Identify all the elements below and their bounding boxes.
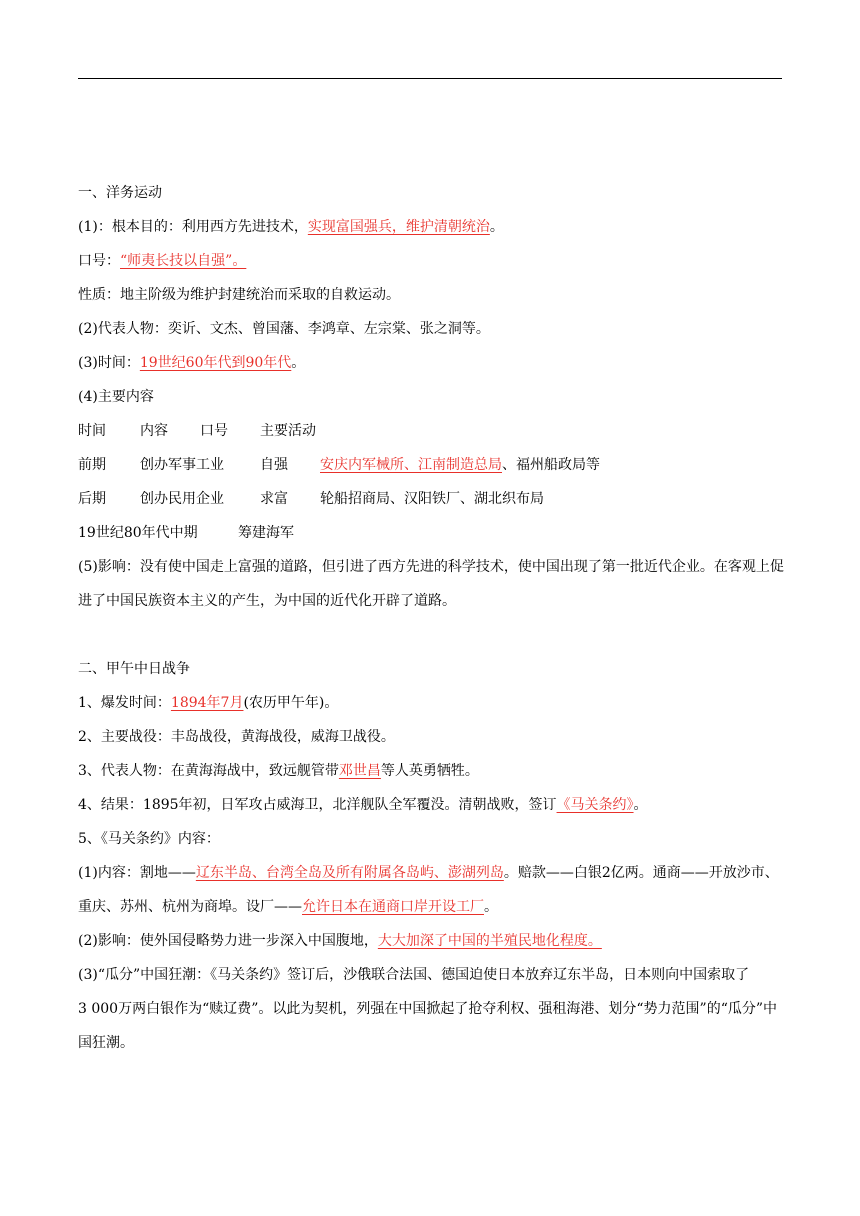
paragraph: 4、结果：1895年初，日军攻占威海卫，北洋舰队全军覆没。清朝战败，签订《马关条约》。 xyxy=(78,797,648,813)
paragraph: 性质：地主阶级为维护封建统治而采取的自救运动。 xyxy=(78,287,400,303)
paragraph: 2、主要战役：丰岛战役，黄海战役，威海卫战役。 xyxy=(78,729,395,745)
highlight-text: 大大加深了中国的半殖民地化程度。 xyxy=(377,933,602,949)
section-title-jiawu: 二、甲午中日战争 xyxy=(78,661,190,677)
paragraph: 口号：“师夷长技以自强”。 xyxy=(78,253,247,269)
highlight-text: 允许日本在通商口岸开设工厂 xyxy=(302,899,484,915)
paragraph: (2)代表人物：奕䜣、文杰、曾国藩、李鸿章、左宗棠、张之洞等。 xyxy=(78,321,490,337)
table-row: 后期 创办民用企业 求富 轮船招商局、汉阳铁厂、湖北织布局 xyxy=(78,491,544,507)
paragraph: 3 000万两白银作为“赎辽费”。以此为契机，列强在中国掀起了抢夺利权、强租海港、划分“势力范围”的“瓜分”中国狂潮。 xyxy=(78,1001,778,1051)
highlight-text: 辽东半岛、台湾全岛及所有附属各岛屿、澎湖列岛 xyxy=(195,865,504,881)
paragraph: (2)影响：使外国侵略势力进一步深入中国腹地，大大加深了中国的半殖民地化程度。 xyxy=(78,933,602,949)
highlight-text: 《马关条约》 xyxy=(556,797,634,813)
paragraph: (1)内容：割地——辽东半岛、台湾全岛及所有附属各岛屿、澎湖列岛。赔款——白银2亿两。通商——开放沙市、重庆、苏州、杭州为商埠。设厂——允许日本在通商口岸开设工厂。 xyxy=(78,865,779,915)
paragraph: 3、代表人物：在黄海海战中，致远舰管带邓世昌等人英勇牺牲。 xyxy=(78,763,479,779)
table-row: 前期 创办军事工业 自强 安庆内军械所、江南制造总局、福州船政局等 xyxy=(78,457,600,473)
table-header: 时间 内容 口号 主要活动 xyxy=(78,423,316,439)
paragraph: 1、爆发时间：1894年7月(农历甲午年)。 xyxy=(78,695,339,711)
highlight-text: 1894年7月 xyxy=(170,695,244,711)
highlight-text: “师夷长技以自强”。 xyxy=(120,253,247,269)
paragraph: (5)影响：没有使中国走上富强的道路，但引进了西方先进的科学技术，使中国出现了第一批近代企业。在客观上促进了中国民族资本主义的产生，为中国的近代化开辟了道路。 xyxy=(78,559,784,609)
highlight-text: 安庆内军械所、江南制造总局 xyxy=(320,457,502,473)
highlight-text: 实现富国强兵，维护清朝统治 xyxy=(307,219,490,235)
paragraph: (4)主要内容 xyxy=(78,389,154,405)
table-row: 19世纪80年代中期 筹建海军 xyxy=(78,525,294,541)
header-rule xyxy=(78,78,782,79)
paragraph: (3)时间：19世纪60年代到90年代。 xyxy=(78,355,306,371)
highlight-text: 19世纪60年代到90年代 xyxy=(139,355,292,371)
section-title-yangwu: 一、洋务运动 xyxy=(78,185,162,201)
paragraph: (1)：根本目的：利用西方先进技术，实现富国强兵，维护清朝统治。 xyxy=(78,219,504,235)
paragraph: (3)“瓜分”中国狂潮：《马关条约》签订后，沙俄联合法国、德国迫使日本放弃辽东半岛，日本则向中国索取了 xyxy=(78,967,750,983)
document-body xyxy=(78,176,784,1060)
highlight-text: 邓世昌 xyxy=(338,763,381,779)
paragraph: 5、《马关条约》内容： xyxy=(78,831,220,847)
